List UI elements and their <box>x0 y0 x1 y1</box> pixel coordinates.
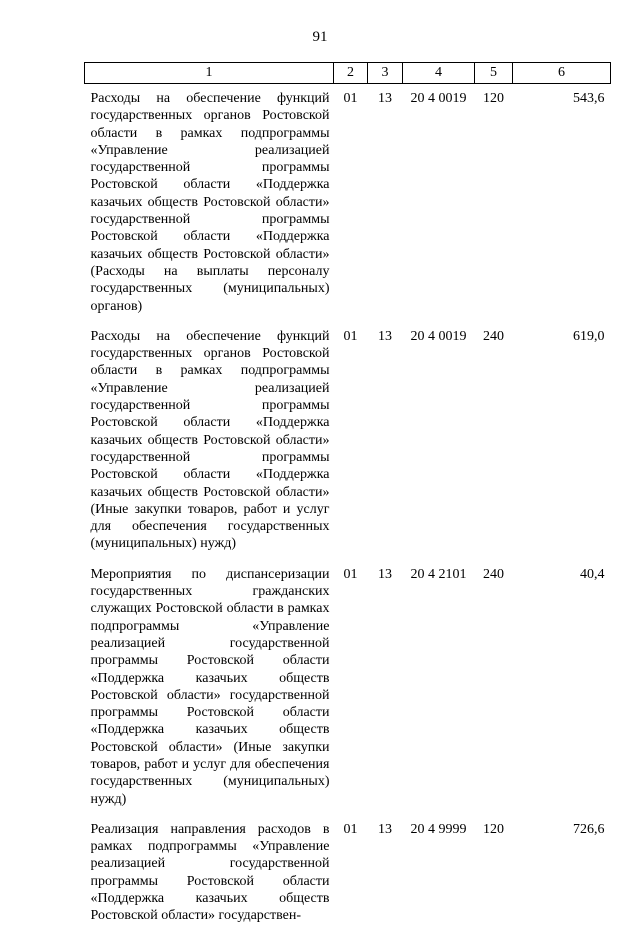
target-article-code: 20 4 2101 <box>410 566 467 582</box>
expense-type-code: 120 <box>483 821 504 837</box>
section-code: 01 <box>343 566 358 582</box>
expense-name-text: Реализация направления расходов в рамках подпрограммы «Управление реализацией государственной программы Ростовской области «Поддержка казачьих обществ Ростовской области» государствен- <box>90 821 330 924</box>
amount: 619,0 <box>573 328 605 344</box>
target-article-code: 20 4 0019 <box>410 91 467 106</box>
subsection-code: 13 <box>378 91 392 106</box>
header-col-4: 4 <box>403 63 475 84</box>
header-col-2: 2 <box>334 63 368 84</box>
table-header <box>85 63 611 84</box>
table-row <box>85 322 611 560</box>
amount: 543,6 <box>573 91 605 106</box>
expense-name: Расходы на обеспечение функций государственных органов Ростовской области в рамках подпрограммы «Управление реализацией государственной программы Ростовской области «Поддержка казачьих обществ Ростовской области» государственной программы Ростовской области «Поддержка казачьих обществ Ростовской области» (Расходы на выплаты персоналу государственных (муниципальных) органов) <box>90 91 330 314</box>
budget-table <box>84 62 611 925</box>
subsection-code: 13 <box>378 566 392 582</box>
section-code: 01 <box>343 821 358 837</box>
header-col-6: 6 <box>513 63 611 84</box>
expense-type-code: 120 <box>483 91 504 106</box>
expense-type-code: 240 <box>483 566 504 582</box>
expense-name <box>85 815 334 925</box>
amount: 40,4 <box>580 566 605 582</box>
table-row <box>85 84 611 322</box>
amount: 726,6 <box>573 821 605 837</box>
header-col-5: 5 <box>475 63 513 84</box>
section-code: 01 <box>343 91 358 106</box>
table-row <box>85 815 611 925</box>
expense-name: Расходы на обеспечение функций государственных органов Ростовской области в рамках подпрограммы «Управление реализацией государственной программы Ростовской области «Поддержка казачьих обществ Ростовской области» государственной программы Ростовской области «Поддержка казачьих обществ Ростовской области» (Иные закупки товаров, работ и услуг для обеспечения государственных (муниципальных) нужд) <box>90 328 330 552</box>
header-col-3: 3 <box>368 63 403 84</box>
expense-type-code: 240 <box>483 328 504 344</box>
table-row <box>85 560 611 815</box>
subsection-code: 13 <box>378 328 392 344</box>
subsection-code: 13 <box>378 821 392 837</box>
header-col-1: 1 <box>85 63 334 84</box>
expense-name: Мероприятия по диспансеризации государственных гражданских служащих Ростовской области в рамках подпрограммы «Управление реализацией государственной программы Ростовской области «Поддержка казачьих обществ Ростовской области» государственной программы Ростовской области «Поддержка казачьих обществ Ростовской области» (Иные закупки товаров, работ и услуг для обеспечения государственных (муниципальных) нужд) <box>90 566 330 807</box>
section-code: 01 <box>343 328 358 344</box>
page-number: 91 <box>312 29 328 45</box>
target-article-code: 20 4 9999 <box>410 821 467 837</box>
target-article-code: 20 4 0019 <box>410 328 467 344</box>
